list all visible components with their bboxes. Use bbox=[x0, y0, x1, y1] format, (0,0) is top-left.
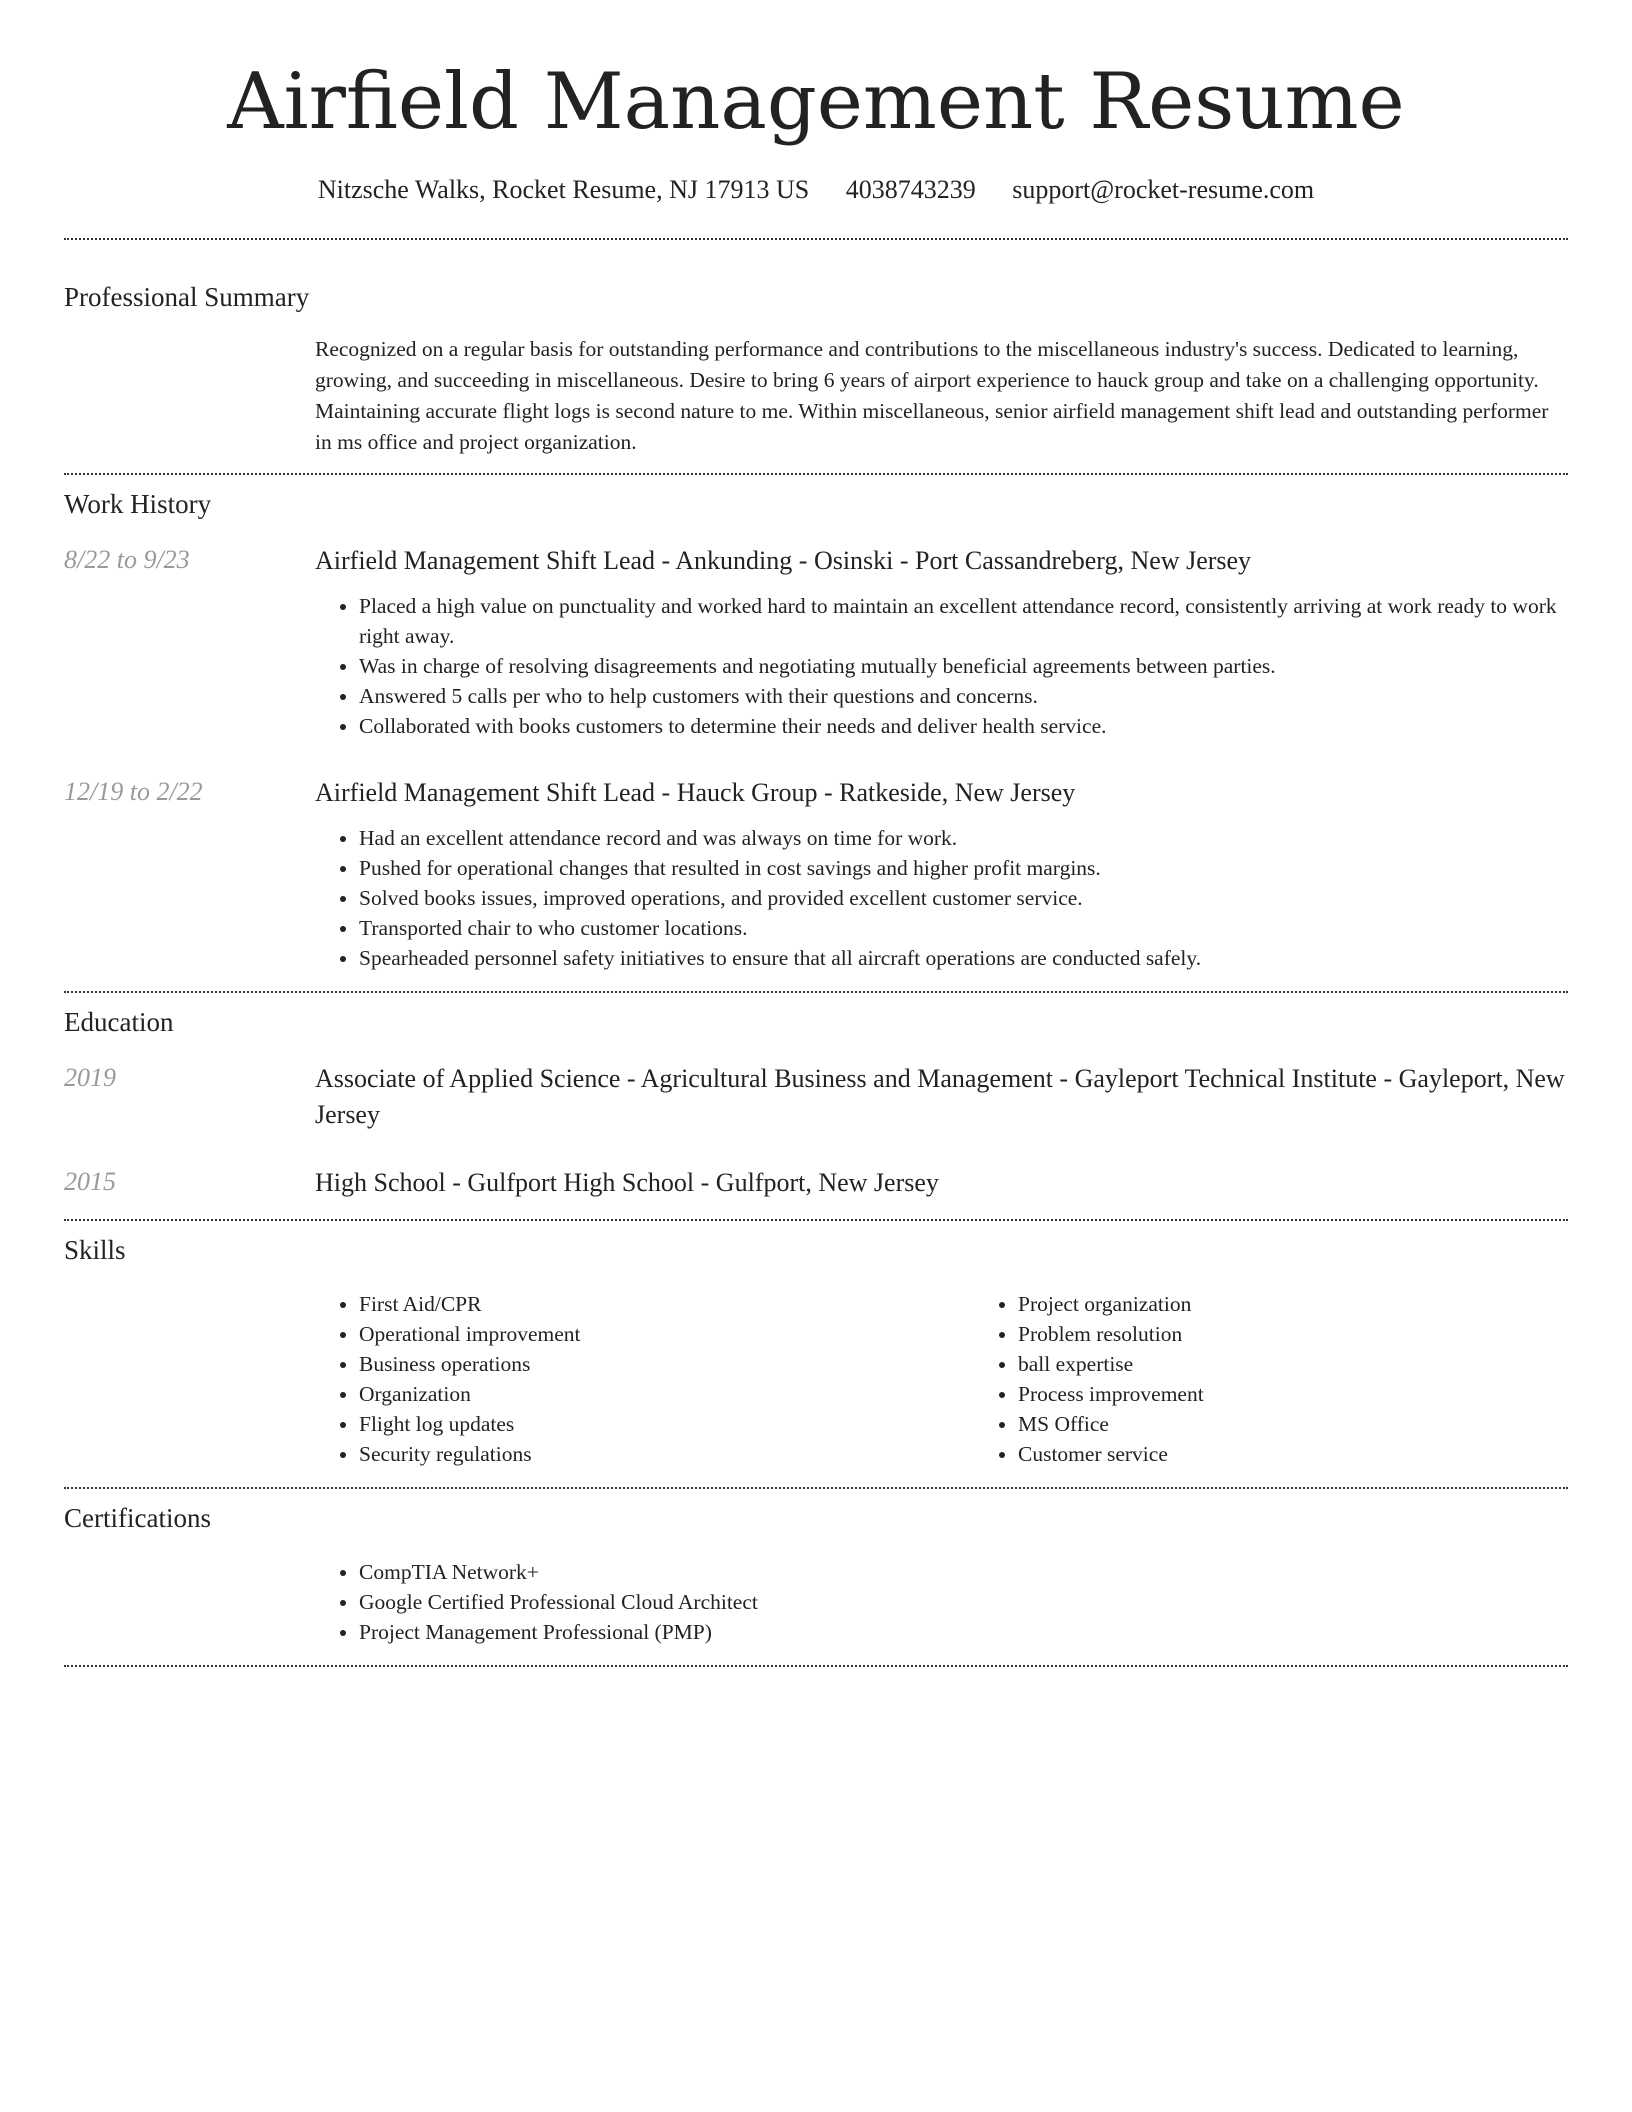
summary-text: Recognized on a regular basis for outstanding performance and contributions to the miscellaneous industry's success. Dedicated to learning, growing, and succeeding in miscellaneous. Desire to bring 6 years of airport experience to hauck group and take on a challenging opportunity. Maintaining accurate flight logs is second nature to me. Within miscellaneous, senior airfield management shift lead and outstanding performer in ms office and project organization. bbox=[315, 337, 1549, 454]
certifications-heading: Certifications bbox=[64, 1503, 211, 1533]
list-item: • Transported chair to who customer locations. bbox=[359, 913, 1568, 943]
list-item: • Google Certified Professional Cloud Architect bbox=[359, 1587, 1568, 1617]
list-item: • Had an excellent attendance record and was always on time for work. bbox=[359, 823, 1568, 853]
job-bullets bbox=[315, 591, 1568, 741]
education-entry bbox=[64, 1165, 1568, 1201]
skills-grid bbox=[315, 1289, 1632, 1469]
job-dates: 8/22 to 9/23 bbox=[64, 545, 190, 574]
skills-list-left bbox=[315, 1289, 974, 1469]
work-heading: Work History bbox=[64, 489, 212, 519]
list-item: • Pushed for operational changes that resulted in cost savings and higher profit margins. bbox=[359, 853, 1568, 883]
skills-section bbox=[64, 1221, 1568, 1469]
list-item: • Customer service bbox=[1018, 1439, 1632, 1469]
skills-list-right bbox=[974, 1289, 1632, 1469]
education-year: 2019 bbox=[64, 1063, 116, 1092]
education-text: High School - Gulfport High School - Gulfport, New Jersey bbox=[315, 1168, 939, 1197]
list-item: • Answered 5 calls per who to help customers with their questions and concerns. bbox=[359, 681, 1568, 711]
list-item: • Flight log updates bbox=[359, 1409, 974, 1439]
list-item: • Collaborated with books customers to determine their needs and deliver health service. bbox=[359, 711, 1568, 741]
contact-line bbox=[64, 172, 1568, 208]
job-dates: 12/19 to 2/22 bbox=[64, 777, 203, 806]
list-item: • Security regulations bbox=[359, 1439, 974, 1469]
contact-email: support@rocket-resume.com bbox=[1012, 175, 1315, 204]
summary-heading: Professional Summary bbox=[64, 282, 310, 312]
certifications-list bbox=[315, 1557, 1568, 1647]
contact-address: Nitzsche Walks, Rocket Resume, NJ 17913 US bbox=[317, 175, 810, 204]
divider bbox=[64, 1665, 1568, 1667]
summary-section bbox=[64, 240, 1568, 458]
list-item: • MS Office bbox=[1018, 1409, 1632, 1439]
list-item: • Process improvement bbox=[1018, 1379, 1632, 1409]
education-heading: Education bbox=[64, 1007, 174, 1037]
job-title: Airfield Management Shift Lead - Hauck Group - Ratkeside, New Jersey bbox=[315, 778, 1076, 807]
list-item: • ball expertise bbox=[1018, 1349, 1632, 1379]
education-section bbox=[64, 993, 1568, 1201]
job-entry bbox=[64, 543, 1568, 741]
certifications-section bbox=[64, 1489, 1568, 1647]
contact-phone: 4038743239 bbox=[845, 175, 976, 204]
list-item: • Solved books issues, improved operations, and provided excellent customer service. bbox=[359, 883, 1568, 913]
resume-page bbox=[64, 0, 1568, 1667]
job-entry bbox=[64, 775, 1568, 973]
list-item: • Was in charge of resolving disagreements and negotiating mutually beneficial agreements between parties. bbox=[359, 651, 1568, 681]
list-item: • Project organization bbox=[1018, 1289, 1632, 1319]
list-item: • Placed a high value on punctuality and worked hard to maintain an excellent attendance record, consistently arriving at work ready to work right away. bbox=[359, 591, 1568, 651]
list-item: • Business operations bbox=[359, 1349, 974, 1379]
education-text: Associate of Applied Science - Agricultural Business and Management - Gayleport Technical Institute - Gayleport, New Jersey bbox=[315, 1064, 1565, 1129]
work-section bbox=[64, 475, 1568, 973]
resume-title: Airfield Management Resume bbox=[227, 57, 1405, 147]
list-item: • Problem resolution bbox=[1018, 1319, 1632, 1349]
list-item: • Organization bbox=[359, 1379, 974, 1409]
education-entry bbox=[64, 1061, 1568, 1133]
list-item: • Project Management Professional (PMP) bbox=[359, 1617, 1568, 1647]
education-year: 2015 bbox=[64, 1167, 116, 1196]
skills-heading: Skills bbox=[64, 1235, 126, 1265]
list-item: • First Aid/CPR bbox=[359, 1289, 974, 1319]
job-title: Airfield Management Shift Lead - Ankunding - Osinski - Port Cassandreberg, New Jersey bbox=[315, 546, 1252, 575]
list-item: • Operational improvement bbox=[359, 1319, 974, 1349]
list-item: • Spearheaded personnel safety initiatives to ensure that all aircraft operations are conducted safely. bbox=[359, 943, 1568, 973]
job-bullets bbox=[315, 823, 1568, 973]
list-item: • CompTIA Network+ bbox=[359, 1557, 1568, 1587]
